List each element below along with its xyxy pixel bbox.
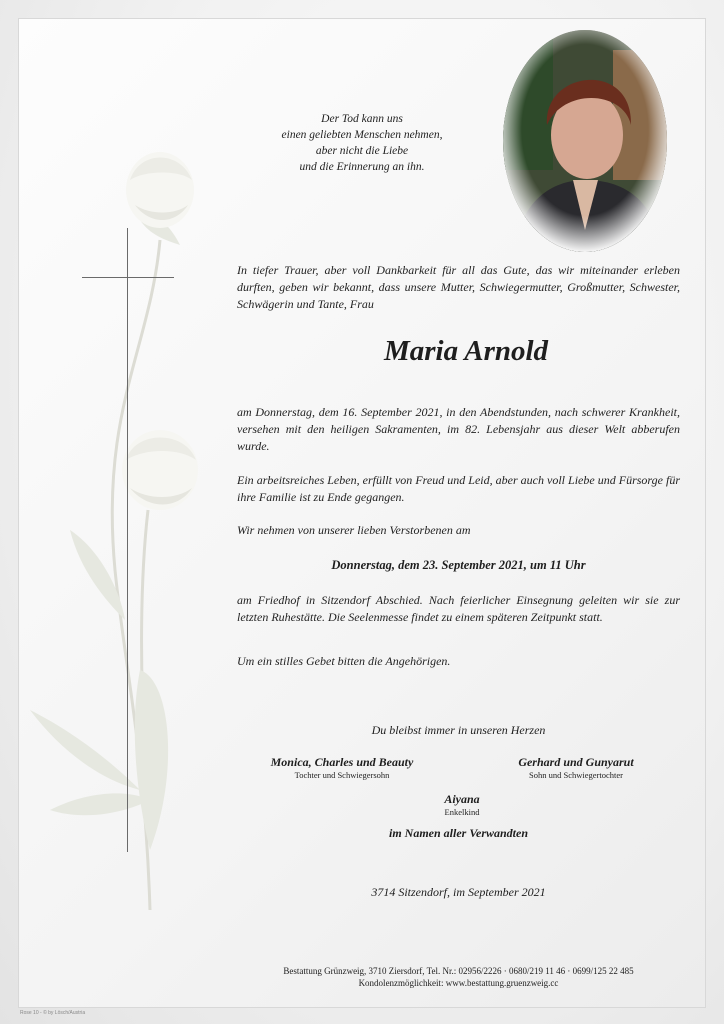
family-names: Aiyana [444, 792, 480, 806]
family-relation: Enkelkind [444, 807, 480, 817]
cemetery-paragraph: am Friedhof in Sitzendorf Abschied. Nach feierlicher Einsegnung geleiten wir sie zur letzten Ruhestätte. Die Seelenmesse findet zu einem späteren Zeitpunkt statt. [237, 593, 680, 624]
verse-line: Der Tod kann uns [321, 113, 403, 125]
funeral-date: Donnerstag, dem 23. September 2021, um 11 Uhr [331, 558, 586, 572]
portrait-photo [503, 30, 667, 252]
deceased-name: Maria Arnold [383, 335, 549, 367]
footer-condolence: Kondolenzmöglichkeit: www.bestattung.gruenzweig.cc [358, 978, 559, 988]
cross-vertical-line [127, 228, 128, 852]
family-relation: Sohn und Schwiegertochter [529, 770, 623, 780]
footer-contact: Bestattung Grünzweig, 3710 Ziersdorf, Tel. Nr.: 02956/2226 · 0680/219 11 46 · 0699/125 22 485 [283, 966, 634, 976]
family-names: Monica, Charles und Beauty [270, 755, 414, 769]
death-paragraph: am Donnerstag, dem 16. September 2021, in den Abendstunden, nach schwerer Krankheit, versehen mit den heiligen Sakramenten, im 82. Lebensjahr aus dieser Welt abberufen wurde. [237, 405, 680, 453]
family-group [242, 754, 442, 780]
prayer-request: Um ein stilles Gebet bitten die Angehörigen. [237, 654, 451, 668]
family-group [476, 754, 676, 780]
place-date: 3714 Sitzendorf, im September 2021 [371, 885, 546, 899]
farewell-intro: Wir nehmen von unserer lieben Verstorbenen am [237, 523, 471, 537]
life-paragraph: Ein arbeitsreiches Leben, erfüllt von Freud und Leid, aber auch voll Liebe und Fürsorge für ihre Familie ist zu Ende gegangen. [237, 473, 680, 504]
cross-horizontal-line [82, 277, 174, 278]
closing-line: Du bleibst immer in unseren Herzen [371, 723, 546, 737]
verse-line: und die Erinnerung an ihn. [299, 161, 425, 173]
family-group [362, 791, 562, 817]
image-credit: Rose 10 - © by Lösch/Austria [20, 1010, 86, 1016]
white-roses-illustration [30, 150, 220, 910]
funeral-home-footer [237, 965, 680, 989]
verse-line: einen geliebten Menschen nehmen, [281, 129, 443, 141]
intro-text: In tiefer Trauer, aber voll Dankbarkeit für all das Gute, das wir miteinander erleben durften, geben wir bekannt, dass unsere Mutter, Schwiegermutter, Großmutter, Schwester, Schwägerin und Tante, Frau [237, 263, 680, 311]
on-behalf-line: im Namen aller Verwandten [388, 826, 528, 840]
family-relation: Tochter und Schwiegersohn [294, 770, 390, 780]
verse-line: aber nicht die Liebe [315, 145, 409, 157]
family-names: Gerhard und Gunyarut [518, 755, 634, 769]
memorial-verse [262, 111, 462, 175]
